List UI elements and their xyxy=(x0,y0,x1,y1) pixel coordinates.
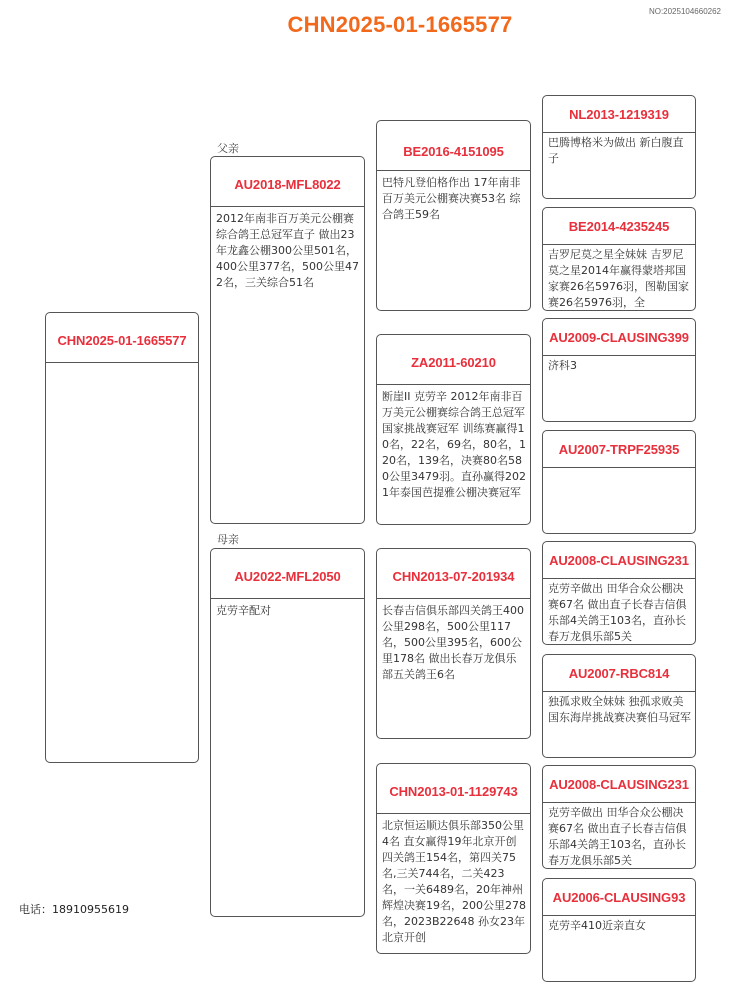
gen3-note: 济科3 xyxy=(548,359,577,372)
gen3-ring-number: AU2007-RBC814 xyxy=(543,655,695,692)
gen3-card xyxy=(542,95,696,199)
gen3-note: 巴腾博格米为做出 新白腹直子 xyxy=(548,136,684,165)
gen3-card xyxy=(542,318,696,422)
sire-label: 父亲 xyxy=(217,142,239,155)
subject-card xyxy=(45,312,199,763)
gen3-card xyxy=(542,765,696,869)
contact-phone: 电话：18910955619 xyxy=(19,903,129,916)
gen3-ring-number: AU2006-CLAUSING93 xyxy=(543,879,695,916)
sire-sire-note: 巴特凡登伯格作出 17年南非百万美元公棚赛决赛53名 综合鸽王59名 xyxy=(382,176,521,221)
dam-sire-note: 长春吉信俱乐部四关鸽王400公里298名，500公里117名，500公里395名，600公里178名 做出长春万龙俱乐部五关鸽王6名 xyxy=(382,604,524,681)
gen3-note: 克劳辛做出 田华合众公棚决赛67名 做出直子长春吉信俱乐部4关鸽王103名，直孙长春万龙俱乐部5关 xyxy=(548,582,687,643)
certificate-number: NO:2025104660262 xyxy=(648,7,721,16)
sire-ring-number: AU2018-MFL8022 xyxy=(211,157,364,207)
pedigree-title: CHN2025-01-1665577 xyxy=(287,12,513,37)
sire-note: 2012年南非百万美元公棚赛综合鸽王总冠军直子 做出23年龙鑫公棚300公里501名，400公里377名，500公里472名，三关综合51名 xyxy=(216,212,359,289)
dam-label: 母亲 xyxy=(217,533,239,546)
dam-sire-card xyxy=(376,548,531,739)
dam-ring-number: AU2022-MFL2050 xyxy=(211,549,364,599)
sire-dam-note: 断崖II 克劳辛 2012年南非百万美元公棚赛综合鸽王总冠军 国家挑战赛冠军 训练赛赢得10名，22名，69名，80名，120名，139名，决赛80名580公里3479羽。直孙赢得2021年泰国芭提雅公棚决赛冠军 xyxy=(382,390,526,499)
dam-dam-card xyxy=(376,763,531,954)
gen3-ring-number: NL2013-1219319 xyxy=(543,96,695,133)
dam-dam-note: 北京恒运顺达俱乐部350公里4名 直女赢得19年北京开创四关鸽王154名，第四关75名,三关744名，二关423名，一关6489名，20年神州辉煌决赛19名，200公里278名，2023B22648 孙女23年北京开创 xyxy=(382,819,526,944)
dam-note: 克劳辛配对 xyxy=(216,604,271,617)
gen3-ring-number: AU2009-CLAUSING399 xyxy=(543,319,695,356)
gen3-note xyxy=(543,468,695,470)
gen3-card xyxy=(542,654,696,758)
sire-dam-card xyxy=(376,334,531,525)
sire-sire-card xyxy=(376,120,531,311)
sire-sire-ring-number: BE2016-4151095 xyxy=(377,121,530,171)
gen3-card xyxy=(542,207,696,311)
gen3-ring-number: AU2008-CLAUSING231 xyxy=(543,766,695,803)
subject-ring-number: CHN2025-01-1665577 xyxy=(46,313,198,363)
dam-sire-ring-number: CHN2013-07-201934 xyxy=(377,549,530,599)
gen3-card xyxy=(542,541,696,645)
dam-card xyxy=(210,548,365,917)
gen3-card xyxy=(542,878,696,982)
subject-note xyxy=(46,363,198,367)
sire-dam-ring-number: ZA2011-60210 xyxy=(377,335,530,385)
gen3-ring-number: AU2008-CLAUSING231 xyxy=(543,542,695,579)
gen3-card xyxy=(542,430,696,534)
gen3-ring-number: AU2007-TRPF25935 xyxy=(543,431,695,468)
gen3-ring-number: BE2014-4235245 xyxy=(543,208,695,245)
sire-card xyxy=(210,156,365,524)
gen3-note: 克劳辛410近亲直女 xyxy=(548,919,646,932)
gen3-note: 独孤求败全妹妹 独孤求败美国东海岸挑战赛决赛伯马冠军 xyxy=(548,695,691,724)
gen3-note: 吉罗尼莫之星全妹妹 吉罗尼莫之星2014年赢得蒙塔邦国家赛26名5976羽，图勒国家赛26名5976羽，全 xyxy=(548,248,689,309)
gen3-note: 克劳辛做出 田华合众公棚决赛67名 做出直子长春吉信俱乐部4关鸽王103名，直孙长春万龙俱乐部5关 xyxy=(548,806,687,867)
dam-dam-ring-number: CHN2013-01-1129743 xyxy=(377,764,530,814)
